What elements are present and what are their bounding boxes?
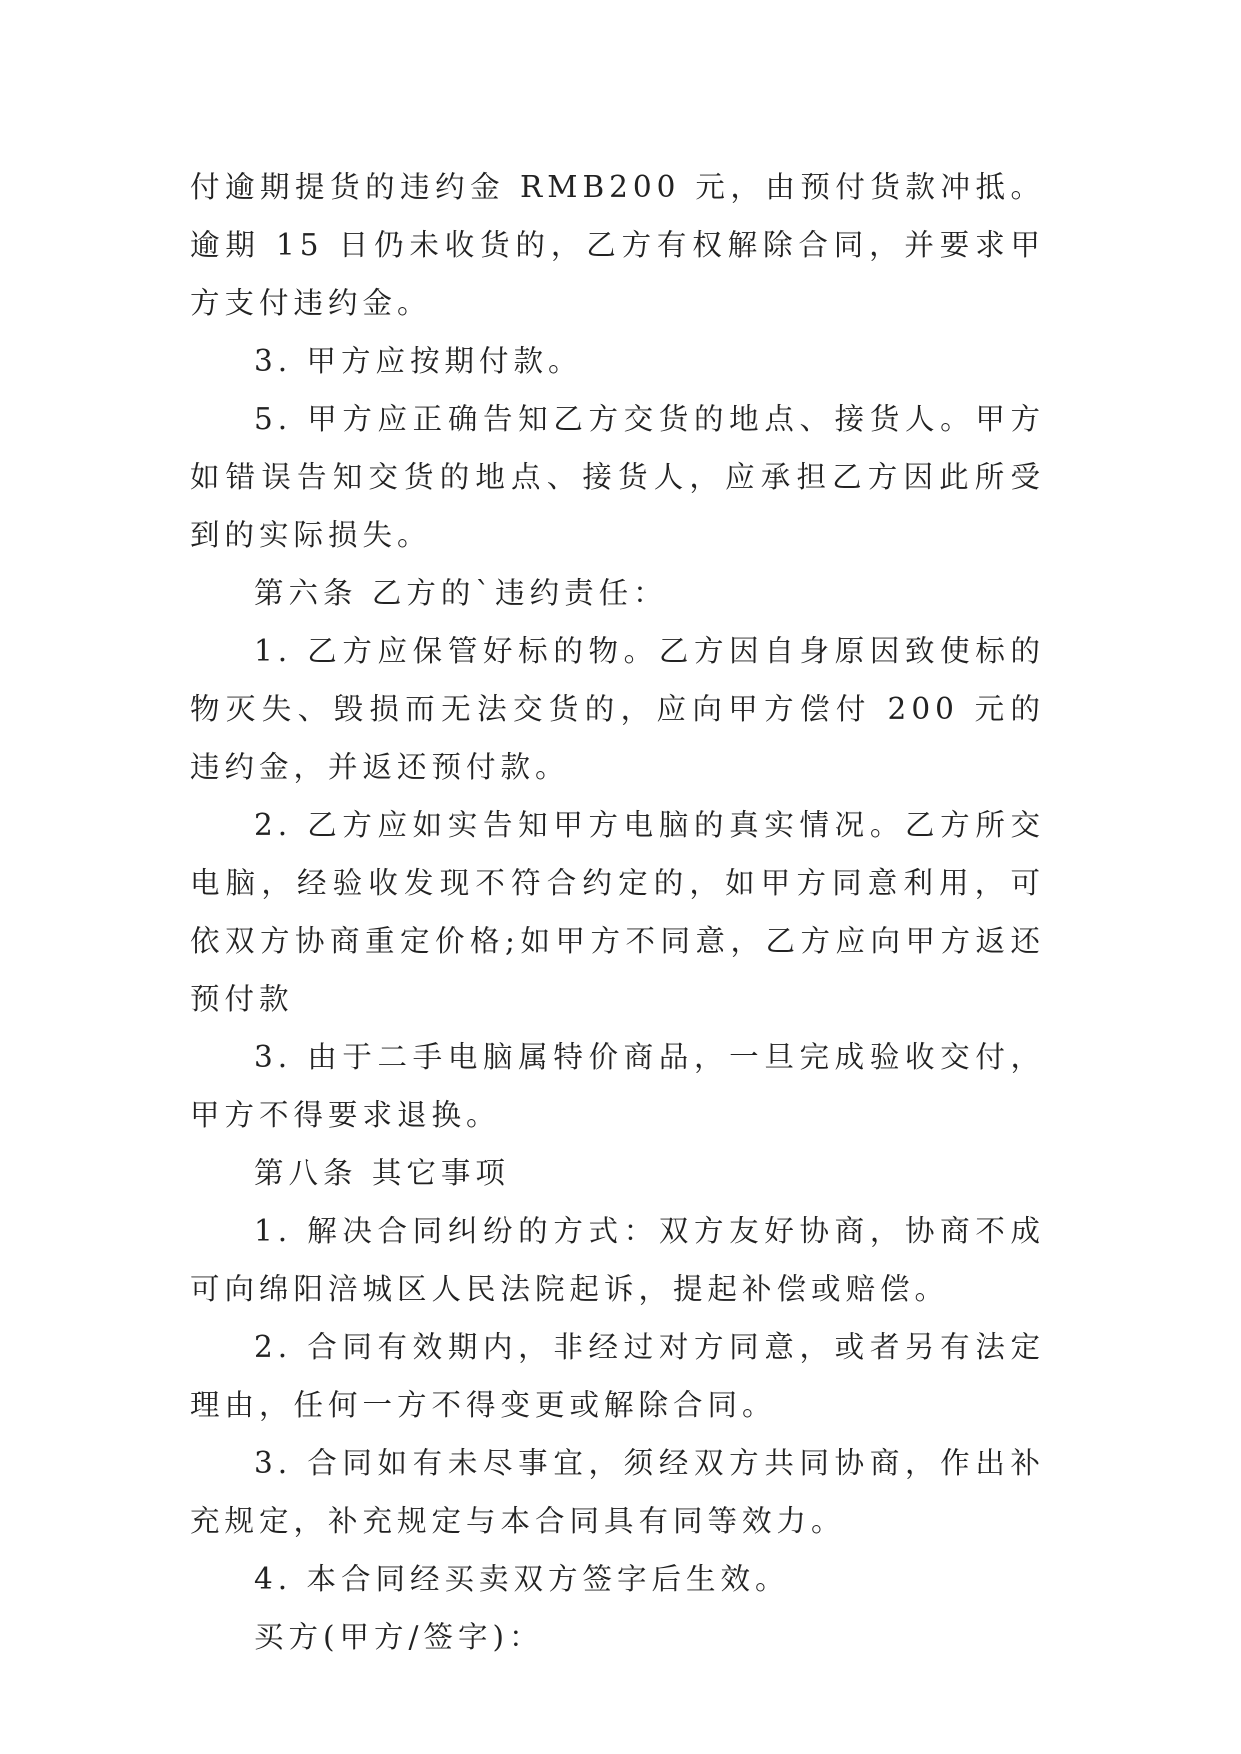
heading-article-6: 第六条 乙方的`违约责任： [254, 576, 668, 610]
paragraph-party-a-payment: 3. 甲方应按期付款。 [254, 344, 583, 378]
paragraph-dispute-resolution: 1. 解决合同纠纷的方式：双方友好协商，协商不成可向绵阳涪城区人民法院起诉，提起补偿或赔偿。 [190, 1214, 1045, 1306]
document-body [190, 158, 1045, 1666]
heading-article-8: 第八条 其它事项 [254, 1156, 510, 1190]
paragraph-no-returns: 3. 由于二手电脑属特价商品，一旦完成验收交付，甲方不得要求退换。 [190, 1040, 1045, 1132]
paragraph-penalty-continuation: 付逾期提货的违约金 RMB200 元，由预付货款冲抵。逾期 15 日仍未收货的，乙方有权解除合同，并要求甲方支付违约金。 [190, 170, 1045, 320]
paragraph-party-b-disclosure: 2. 乙方应如实告知甲方电脑的真实情况。乙方所交电脑，经验收发现不符合约定的，如甲方同意利用，可依双方协商重定价格;如甲方不同意，乙方应向甲方返还预付款 [190, 808, 1045, 1016]
buyer-signature-line: 买方(甲方/签字)： [254, 1620, 544, 1654]
paragraph-party-a-delivery-info: 5. 甲方应正确告知乙方交货的地点、接货人。甲方如错误告知交货的地点、接货人，应承担乙方因此所受到的实际损失。 [190, 402, 1045, 552]
paragraph-supplementary-terms: 3. 合同如有未尽事宜，须经双方共同协商，作出补充规定，补充规定与本合同具有同等效力。 [190, 1446, 1045, 1538]
paragraph-effective-date: 4. 本合同经买卖双方签字后生效。 [254, 1562, 790, 1596]
paragraph-party-b-custody: 1. 乙方应保管好标的物。乙方因自身原因致使标的物灭失、毁损而无法交货的，应向甲方偿付 200 元的违约金，并返还预付款。 [190, 634, 1045, 784]
paragraph-contract-modification: 2. 合同有效期内，非经过对方同意，或者另有法定理由，任何一方不得变更或解除合同。 [190, 1330, 1045, 1422]
